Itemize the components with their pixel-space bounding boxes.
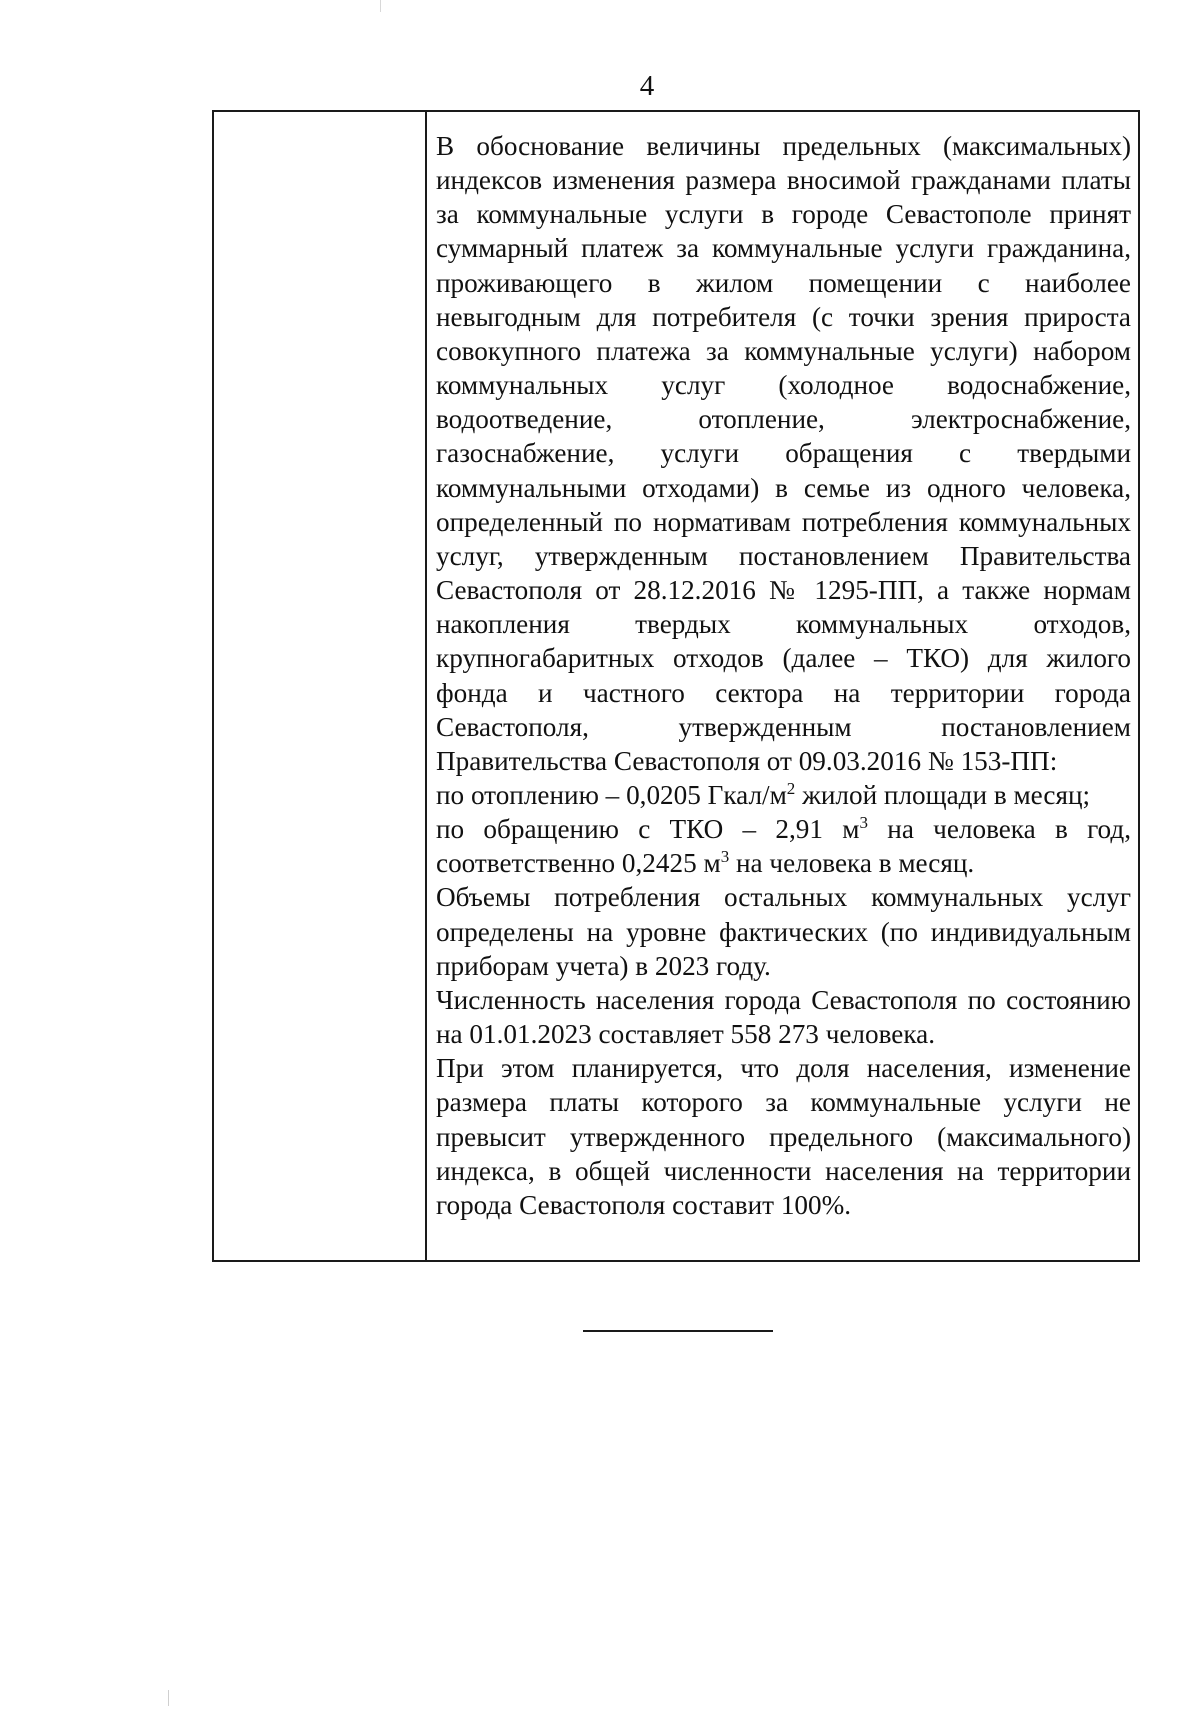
waste-norm-tail: на человека в месяц. [729, 848, 975, 879]
superscript: 2 [786, 778, 796, 798]
paragraph-other-volumes: Объемы потребления остальных коммунальных услуг определены на уровне фактических (по индивидуальным приборам учета) в 2023 году. [436, 882, 1131, 981]
scan-artifact [168, 1690, 169, 1706]
document-table [212, 110, 1140, 1262]
paragraph-population: Численность населения города Севастополя по состоянию на 01.01.2023 составляет 558 273 человека. [436, 984, 1131, 1050]
page-number: 4 [639, 70, 655, 102]
end-divider [583, 1330, 773, 1332]
paragraph-population-share: При этом планируется, что доля населения, изменение размера платы которого за коммунальные услуги не превысит утвержденного предельного (максимального) индекса, в общей численности населения на территории города Севастополя составит 100%. [436, 1053, 1131, 1220]
heating-norm-tail: жилой площади в месяц; [795, 779, 1091, 810]
table-right-cell [427, 112, 1138, 1260]
scan-artifact [380, 0, 381, 12]
superscript: 3 [720, 847, 730, 867]
table-left-cell [214, 112, 427, 1260]
paragraph-justification: В обоснование величины предельных (максимальных) индексов изменения размера вносимой гражданами платы за коммунальные услуги в городе Севастополе принят суммарный платеж за коммунальные услуги гражданина, проживающего в жилом помещении с наиболее невыгодным для потребителя (с точки зрения прироста совокупного платежа за коммунальные услуги) набором коммунальных услуг (холодное водоснабжение, водоотведение, отопление, электроснабжение, газоснабжение, услуги обращения с твердыми коммунальными отходами) в семье из одного человека, определенный по нормативам потребления коммунальных услуг, утвержденным постановлением Правительства Севастополя от 28.12.2016 № 1295-ПП, а также нормам накопления твердых коммунальных отходов, крупногабаритных отходов (далее – ТКО) для жилого фонда и частного сектора на территории города Севастополя, утвержденным постановлением Правительства Севастополя от 09.03.2016 № 153-ПП: [436, 131, 1131, 776]
paragraph-heating-norm [436, 778, 1131, 812]
heating-norm-text: по отоплению – 0,0205 Гкал/м [436, 779, 787, 810]
paragraph-waste-norm [436, 812, 1131, 880]
superscript: 3 [859, 813, 868, 833]
waste-norm-middle: на человека в год, соответственно 0,2425 м [436, 814, 1131, 879]
waste-norm-text: по обращению с ТКО – 2,91 м [436, 814, 860, 845]
